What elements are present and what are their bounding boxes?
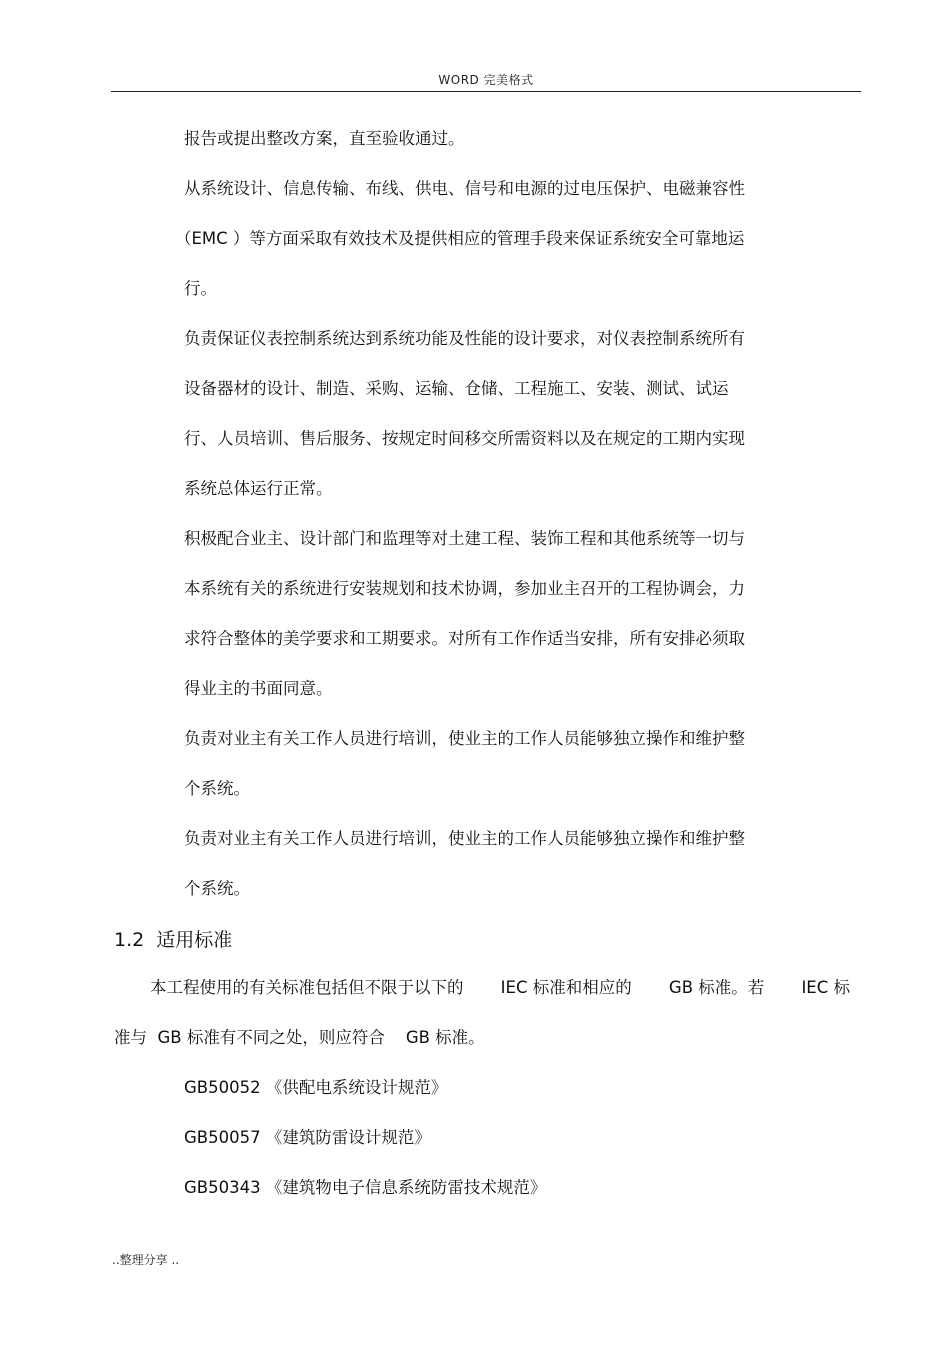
body-text-segment: 本工程使用的有关标准包括但不限于以下的 [150, 978, 464, 997]
paragraph-line: 行、人员培训、售后服务、按规定时间移交所需资料以及在规定的工期内实现 [184, 429, 745, 448]
section-number: 1.2 [114, 929, 145, 951]
body-paragraph-line [150, 978, 850, 998]
paragraph-line: 个系统。 [184, 779, 250, 798]
body-text-segment: GB 标准。若 [668, 978, 765, 997]
header-divider [111, 91, 861, 92]
paragraph-line: 本系统有关的系统进行安装规划和技术协调，参加业主召开的工程协调会，力 [184, 579, 745, 598]
page-footer: ..整理分享 .. [112, 1253, 180, 1267]
paragraph-line: 积极配合业主、设计部门和监理等对土建工程、装饰工程和其他系统等一切与 [184, 529, 745, 548]
section-heading [114, 928, 232, 952]
paragraph-line: 求符合整体的美学要求和工期要求。对所有工作作适当安排，所有安排必须取 [184, 629, 745, 648]
paragraph-line: 负责保证仪表控制系统达到系统功能及性能的设计要求，对仪表控制系统所有 [184, 329, 745, 348]
paragraph-line: 个系统。 [184, 879, 250, 898]
body-text-segment: IEC 标 [801, 978, 850, 997]
paragraph-line: 负责对业主有关工作人员进行培训，使业主的工作人员能够独立操作和维护整 [184, 729, 745, 748]
paragraph-line: （EMC ）等方面采取有效技术及提供相应的管理手段来保证系统安全可靠地运 [175, 229, 745, 248]
body-paragraph-line: 准与 GB 标准有不同之处，则应符合 GB 标准。 [114, 1028, 485, 1047]
paragraph-line: 报告或提出整改方案，直至验收通过。 [184, 129, 465, 148]
paragraph-line: 系统总体运行正常。 [184, 479, 333, 498]
paragraph-line: 设备器材的设计、制造、采购、运输、仓储、工程施工、安装、测试、试运 [184, 379, 729, 398]
paragraph-line: 得业主的书面同意。 [184, 679, 333, 698]
paragraph-line: 负责对业主有关工作人员进行培训，使业主的工作人员能够独立操作和维护整 [184, 829, 745, 848]
body-text-segment: IEC 标准和相应的 [500, 978, 632, 997]
paragraph-line: 从系统设计、信息传输、布线、供电、信号和电源的过电压保护、电磁兼容性 [184, 179, 745, 198]
section-title: 适用标准 [156, 929, 233, 951]
standard-item: GB50343 《建筑物电子信息系统防雷技术规范》 [184, 1178, 547, 1197]
standard-item: GB50057 《建筑防雷设计规范》 [184, 1128, 431, 1147]
standard-item: GB50052 《供配电系统设计规范》 [184, 1078, 448, 1097]
header-title: WORD 完美格式 [438, 73, 534, 87]
paragraph-line: 行。 [184, 279, 217, 298]
